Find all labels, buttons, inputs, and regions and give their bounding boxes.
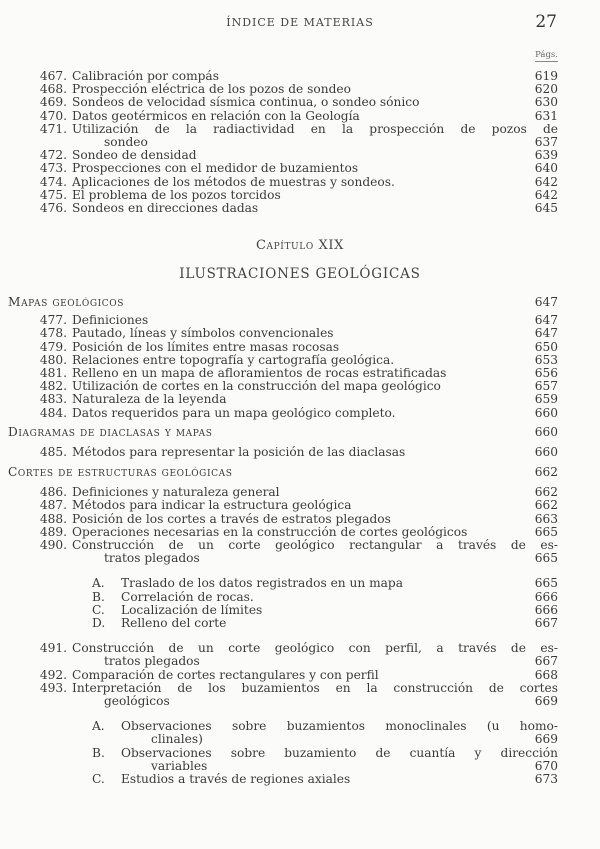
entry-title: Sondeos en direcciones dadas: [72, 202, 259, 215]
entry-page: 631: [534, 108, 558, 123]
entry-title: Métodos para indicar la estructura geológica: [72, 499, 352, 513]
entry-page: 640: [534, 161, 558, 176]
entry-title: Relleno del corte: [121, 617, 227, 630]
entry-title: Construcción de un corte geológico rectangular a través de es-: [72, 539, 558, 552]
entry-number: 471.: [39, 121, 67, 136]
toc-subentry-continuation: [0, 760, 600, 773]
toc-entry: [0, 83, 600, 96]
entry-number: D.: [92, 616, 106, 630]
entry-page: 662: [534, 498, 558, 513]
entry-title: Posición de los límites entre masas rocosas: [72, 340, 340, 354]
toc-entry-continuation: [0, 655, 600, 668]
entry-title: Sondeo de densidad: [72, 149, 197, 163]
chapter-title: ILUSTRACIONES GEOLÓGICAS: [179, 266, 421, 282]
toc-entry: [0, 367, 600, 380]
toc-entry: [0, 407, 600, 420]
entry-number: 492.: [39, 667, 67, 682]
entry-page: 653: [534, 352, 558, 367]
toc-subentry: [0, 617, 600, 630]
entry-title: Observaciones sobre buzamiento de cuantía y dirección: [121, 746, 558, 760]
toc-subentry: [0, 747, 600, 760]
toc-entry: [0, 393, 600, 406]
entry-number: 472.: [39, 148, 67, 163]
toc-entry: [0, 486, 600, 499]
entry-title: Prospección eléctrica de los pozos de sondeo: [72, 83, 351, 97]
entry-page: 673: [534, 772, 558, 786]
entry-number: 491.: [39, 641, 67, 656]
toc-entry-continuation: [0, 552, 600, 565]
entry-page: 619: [534, 69, 558, 83]
entry-title: Naturaleza de la leyenda: [72, 393, 227, 407]
toc-entry: [0, 70, 600, 83]
entry-number: 473.: [39, 161, 67, 176]
entry-page: 669: [534, 694, 558, 708]
toc-entry: [0, 123, 600, 136]
entry-page: 667: [534, 654, 558, 669]
entry-page: 662: [534, 485, 558, 500]
entry-title: Traslado de los datos registrados en un mapa: [121, 577, 403, 591]
entry-number: 483.: [39, 392, 67, 407]
entry-title: Observaciones sobre buzamientos monoclinales (u homo-: [121, 720, 558, 734]
toc-entry-continuation: [0, 136, 600, 149]
entry-page: 650: [534, 339, 558, 354]
chapter-label: Capítulo XIX: [256, 238, 344, 253]
toc-subentry: [0, 720, 600, 733]
entry-number: 467.: [39, 69, 67, 83]
entry-page: 639: [534, 148, 558, 163]
entry-number: 485.: [39, 445, 67, 460]
entry-page: 666: [534, 589, 558, 604]
entry-title: Datos geotérmicos en relación con la Geología: [72, 109, 360, 123]
entry-number: 478.: [39, 326, 67, 341]
entry-page: 665: [534, 576, 558, 591]
section-page: 660: [534, 425, 558, 439]
entry-title: tratos plegados: [104, 655, 200, 669]
entry-number: 480.: [39, 352, 67, 367]
entry-page: 630: [534, 95, 558, 110]
toc-subentry: [0, 577, 600, 590]
pages-column-label: Págs.: [535, 50, 558, 60]
entry-number: 489.: [39, 524, 67, 539]
section-heading: [0, 426, 600, 439]
section-page: 647: [534, 295, 558, 309]
page-number: 27: [535, 12, 557, 32]
toc-entry: [0, 96, 600, 109]
entry-number: 486.: [39, 485, 67, 500]
toc-entry: [0, 539, 600, 552]
entry-title: Utilización de la radiactividad en la prospección de pozos de: [72, 122, 558, 136]
entry-page: 642: [534, 187, 558, 202]
entry-page: 663: [534, 511, 558, 526]
toc-entry: [0, 202, 600, 215]
entry-title: Prospecciones con el medidor de buzamientos: [72, 162, 359, 176]
entry-page: 647: [534, 326, 558, 341]
running-head: ÍNDICE DE MATERIAS: [226, 16, 374, 29]
entry-number: 481.: [39, 366, 67, 380]
toc-subentry: [0, 773, 600, 786]
entry-title: Utilización de cortes en la construcción del mapa geológico: [72, 380, 441, 394]
entry-number: 488.: [39, 511, 67, 526]
entry-page: 665: [534, 524, 558, 539]
toc-entry: [0, 189, 600, 202]
entry-title: Comparación de cortes rectangulares y con perfil: [72, 668, 379, 682]
entry-page: 666: [534, 602, 558, 617]
entry-number: 484.: [39, 405, 67, 420]
entry-title: Sondeos de velocidad sísmica continua, o sondeo sónico: [72, 96, 420, 110]
section-page: 662: [534, 465, 558, 479]
toc-entry: [0, 110, 600, 123]
toc-entry: [0, 682, 600, 695]
entry-page: 645: [534, 201, 558, 215]
entry-number: A.: [92, 719, 105, 734]
entry-number: 468.: [39, 82, 67, 97]
entry-number: C.: [92, 772, 105, 786]
entry-title: Calibración por compás: [72, 70, 219, 83]
entry-number: C.: [92, 602, 105, 617]
entry-number: A.: [92, 576, 105, 591]
entry-title: Correlación de rocas.: [121, 590, 254, 604]
entry-page: 637: [534, 135, 558, 149]
section-heading: [0, 466, 600, 479]
entry-title: tratos plegados: [104, 552, 200, 566]
entry-page: 668: [534, 667, 558, 682]
entry-title: Estudios a través de regiones axiales: [121, 773, 351, 786]
entry-page: 670: [534, 758, 558, 773]
section-title: Diagramas de diaclasas y mapas: [8, 426, 213, 439]
entry-number: 469.: [39, 95, 67, 110]
toc-subentry-continuation: [0, 733, 600, 746]
entry-title: Interpretación de los buzamientos en la construcción de cortes: [72, 681, 558, 695]
entry-title: clinales): [151, 733, 203, 747]
entry-number: B.: [92, 589, 105, 604]
entry-title: geológicos: [104, 695, 170, 708]
toc-entry: [0, 176, 600, 189]
entry-page: 669: [534, 732, 558, 747]
entry-title: Aplicaciones de los métodos de muestras y sondeos.: [72, 175, 395, 189]
toc-entry: [0, 314, 600, 327]
entry-number: 487.: [39, 498, 67, 513]
entry-title: Relleno en un mapa de afloramientos de rocas estratificadas: [72, 367, 447, 380]
entry-number: 482.: [39, 379, 67, 394]
entry-title: Operaciones necesarias en la construcción de cortes geológicos: [72, 525, 468, 539]
entry-number: 474.: [39, 174, 67, 189]
toc-entry: [0, 499, 600, 512]
entry-title: Construcción de un corte geológico con perfil, a través de es-: [72, 642, 558, 656]
entry-page: 667: [534, 616, 558, 630]
entry-page: 660: [534, 405, 558, 420]
toc-subentry: [0, 604, 600, 617]
entry-number: 477.: [39, 313, 67, 328]
toc-entry: [0, 380, 600, 393]
toc-subentry: [0, 591, 600, 604]
entry-page: 647: [534, 313, 558, 328]
entry-title: variables: [151, 759, 208, 773]
toc-entry: [0, 526, 600, 539]
section-heading: [0, 296, 600, 309]
entry-page: 620: [534, 82, 558, 97]
entry-number: 476.: [39, 201, 67, 215]
toc-entry: [0, 341, 600, 354]
toc-entry: [0, 669, 600, 682]
entry-title: sondeo: [104, 136, 148, 149]
entry-title: Localización de límites: [121, 603, 263, 617]
entry-title: Relaciones entre topografía y cartografía geológica.: [72, 353, 395, 367]
entry-number: 470.: [39, 108, 67, 123]
toc-entry: [0, 149, 600, 162]
entry-page: 642: [534, 174, 558, 189]
toc-entry-continuation: [0, 695, 600, 708]
toc-entry: [0, 327, 600, 340]
toc-entry: [0, 446, 600, 459]
toc-entry: [0, 642, 600, 655]
entry-page: 657: [534, 379, 558, 394]
entry-title: Métodos para representar la posición de las diaclasas: [72, 446, 406, 460]
section-title: Cortes de estructuras geológicas: [8, 466, 233, 479]
toc-entry: [0, 354, 600, 367]
entry-number: 493.: [39, 680, 67, 695]
section-title: Mapas geológicos: [8, 296, 125, 309]
entry-title: Posición de los cortes a través de estratos plegados: [72, 512, 391, 526]
toc-entry: [0, 162, 600, 175]
entry-page: 660: [534, 445, 558, 460]
entry-number: 479.: [39, 339, 67, 354]
entry-title: Datos requeridos para un mapa geológico completo.: [72, 406, 396, 420]
entry-title: Definiciones y naturaleza general: [72, 486, 280, 500]
entry-title: Definiciones: [72, 314, 149, 328]
entry-page: 665: [534, 551, 558, 566]
toc-entry: [0, 513, 600, 526]
entry-number: 475.: [39, 187, 67, 202]
entry-title: El problema de los pozos torcidos: [72, 188, 281, 202]
entry-title: Pautado, líneas y símbolos convencionales: [72, 327, 334, 341]
entry-page: 659: [534, 392, 558, 407]
entry-page: 656: [534, 366, 558, 380]
entry-number: 490.: [39, 538, 67, 552]
entry-number: B.: [92, 745, 105, 760]
